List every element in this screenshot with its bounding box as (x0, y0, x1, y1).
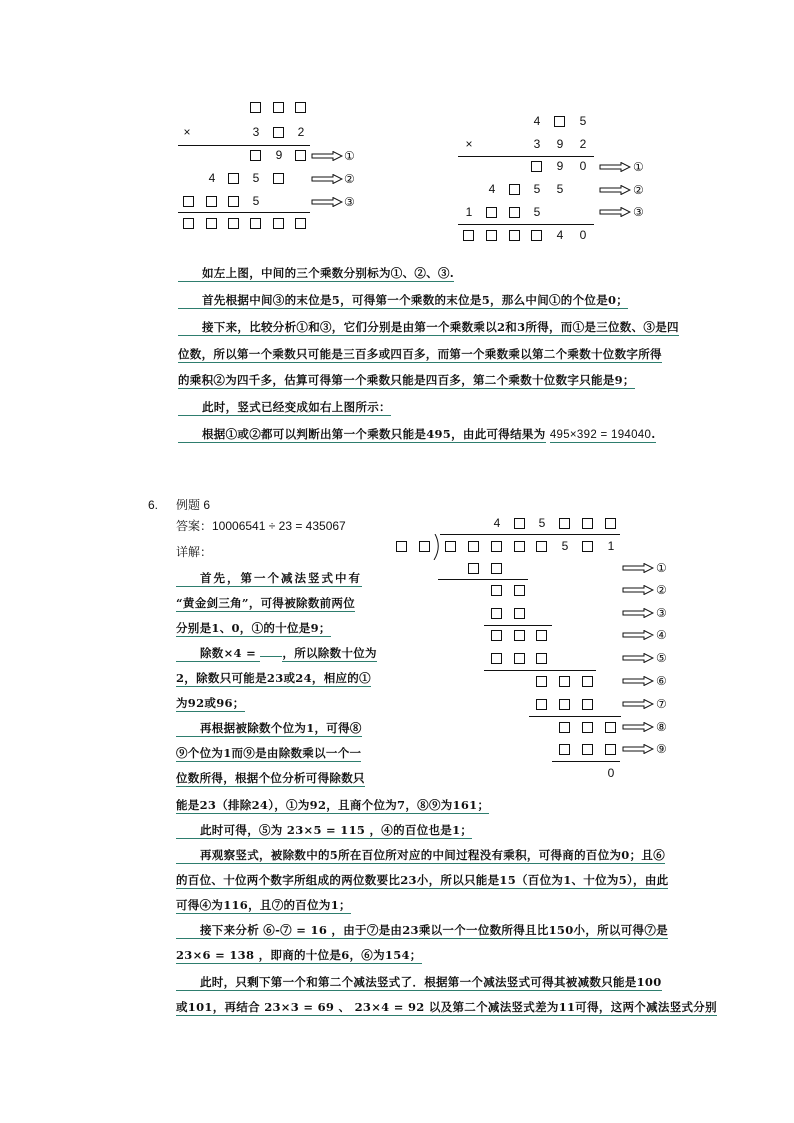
digit-box (419, 541, 430, 552)
digit-box (531, 230, 542, 241)
arrow-icon (311, 197, 343, 207)
label-1: ① (633, 160, 644, 174)
result-formula: 495×392 = 194040 (549, 429, 652, 441)
times-sign: × (465, 137, 473, 151)
digit-box (582, 541, 593, 552)
label-3: ③ (633, 205, 644, 219)
digit-box (396, 541, 407, 552)
label-9: ⑨ (656, 742, 667, 756)
label-2: ② (344, 172, 355, 186)
digit-box (273, 127, 284, 138)
text-line: 2，除数只可能是23或24，相应的① (176, 671, 371, 685)
digit: 5 (556, 182, 564, 196)
label-1: ① (656, 561, 667, 575)
example-number: 6. (148, 498, 159, 512)
digit-box (183, 218, 194, 229)
arrow-icon (599, 207, 631, 217)
arrow-icon (622, 744, 654, 754)
text-line: 分别是1、0，①的十位是9； (176, 621, 331, 635)
digit-box (250, 218, 261, 229)
text-line: 如左上图，中间的三个乘数分别标为①、②、③. (178, 266, 454, 282)
text-line: 除数×4 = (176, 646, 260, 662)
label-2: ② (656, 583, 667, 597)
arrow-icon (622, 722, 654, 732)
digit-box (228, 218, 239, 229)
digit: 5 (533, 182, 541, 196)
digit-box (491, 653, 502, 664)
rule-line (484, 670, 596, 671)
digit: 3 (533, 137, 541, 151)
digit-box (582, 676, 593, 687)
digit-box (605, 518, 616, 529)
digit-box (536, 630, 547, 641)
text-line: 或101，再结合 23×3 = 69 、 23×4 = 92 以及第二个减法竖式差为11可得，这两个减法竖式分别 (176, 1000, 717, 1014)
digit-box (491, 608, 502, 619)
digit: 9 (556, 159, 564, 173)
label-3: ③ (344, 195, 355, 209)
times-sign: × (183, 125, 191, 139)
digit-box (468, 541, 479, 552)
text-line: 再根据被除数个位为1，可得⑧ (176, 721, 362, 737)
digit-box (582, 744, 593, 755)
digit-box (514, 608, 525, 619)
digit: 9 (275, 148, 283, 162)
rule-line (484, 625, 552, 626)
text-line: 的百位、十位两个数字所组成的两位数要比23小，所以只能是15（百位为1、十位为5），由此 (176, 873, 669, 887)
digit-box (559, 744, 570, 755)
label-6: ⑥ (656, 674, 667, 688)
digit-box (514, 630, 525, 641)
example-title: 例题 6 (176, 498, 211, 512)
digit: 5 (252, 194, 260, 208)
text-line: 23×6 = 138 ，即商的十位是6，⑥为154； (176, 948, 422, 962)
text-line: 为92或96； (176, 696, 245, 710)
text-line: 首先，第一个减法竖式中有 (176, 571, 362, 587)
digit-box (491, 630, 502, 641)
digit-box (559, 676, 570, 687)
rule-line (552, 761, 620, 762)
text-line: ，所以除数十位为 (282, 646, 377, 660)
digit: 0 (579, 228, 587, 242)
digit-box (514, 653, 525, 664)
text-line: 的乘积②为四千多，估算可得第一个乘数只能是四百多，第二个乘数十位数字只能是9； (178, 373, 635, 387)
digit: 4 (556, 228, 564, 242)
digit-box (295, 218, 306, 229)
digit-box (491, 585, 502, 596)
digit-box (491, 563, 502, 574)
text-line: . (651, 427, 656, 441)
digit-box (509, 184, 520, 195)
digit: 0 (579, 159, 587, 173)
digit-box (273, 102, 284, 113)
text-line: “黄金剑三角”，可得被除数前两位 (176, 596, 356, 610)
digit-box (536, 541, 547, 552)
digit-box (250, 102, 261, 113)
digit: 4 (493, 516, 501, 530)
digit-box (228, 196, 239, 207)
text-line: 接下来，比较分析①和③，它们分别是由第一个乘数乘以2和3所得，而①是三位数、③是四 (178, 320, 679, 336)
label-3: ③ (656, 606, 667, 620)
text-line: 此时，只剩下第一个和第二个减法竖式了．根据第一个减法竖式可得其被减数只能是100 (176, 975, 662, 991)
digit-box (559, 699, 570, 710)
digit-box (183, 196, 194, 207)
digit-box (273, 218, 284, 229)
digit: 5 (533, 205, 541, 219)
remainder-digit: 0 (607, 766, 615, 780)
digit-box (491, 541, 502, 552)
rule-line (178, 212, 310, 213)
arrow-icon (622, 653, 654, 663)
rule-line (529, 716, 621, 717)
digit: 2 (579, 137, 587, 151)
digit-box (509, 230, 520, 241)
arrow-icon (599, 162, 631, 172)
digit-box (206, 196, 217, 207)
digit-box (514, 585, 525, 596)
digit-box (206, 218, 217, 229)
digit-box (582, 699, 593, 710)
digit-box (509, 207, 520, 218)
digit-box (250, 150, 261, 161)
text-line: 接下来分析 ⑥-⑦ = 16 ，由于⑦是由23乘以一个一位数所得且比150小，所以可得⑦是 (176, 923, 668, 939)
answer-line: 答案：10006541 ÷ 23 = 435067 (176, 519, 346, 533)
digit: 2 (297, 125, 305, 139)
text-line: 能是23（排除24），①为92，且商个位为7，⑧⑨为161； (176, 798, 490, 812)
digit-box (554, 116, 565, 127)
arrow-icon (622, 563, 654, 573)
arrow-icon (622, 630, 654, 640)
arrow-icon (622, 699, 654, 709)
digit-box (559, 722, 570, 733)
label-1: ① (344, 149, 355, 163)
digit-box (486, 207, 497, 218)
digit-box (536, 699, 547, 710)
digit-box (582, 518, 593, 529)
text-line: 再观察竖式，被除数中的5所在百位所对应的中间过程没有乘积，可得商的百位为0；且⑥ (176, 848, 665, 864)
digit-box (559, 518, 570, 529)
arrow-icon (622, 676, 654, 686)
text-line: 此时可得，⑤为 23×5 = 115 ，④的百位也是1； (176, 823, 472, 839)
text-line: 可得④为116，且⑦的百位为1； (176, 898, 351, 912)
digit: 5 (252, 171, 260, 185)
digit-box (605, 744, 616, 755)
digit: 4 (533, 114, 541, 128)
digit: 5 (579, 114, 587, 128)
digit: 9 (556, 137, 564, 151)
text-line: 位数，所以第一个乘数只可能是三百多或四百多，而第一个乘数乘以第二个乘数十位数字所得 (178, 347, 662, 361)
digit: 1 (607, 539, 615, 553)
digit-box (228, 173, 239, 184)
digit-box (536, 676, 547, 687)
digit-box (514, 518, 525, 529)
rule-line (178, 145, 310, 146)
digit: 4 (208, 171, 216, 185)
arrow-icon (599, 185, 631, 195)
digit: 4 (488, 182, 496, 196)
digit-box (605, 722, 616, 733)
digit-box (295, 102, 306, 113)
arrow-icon (622, 608, 654, 618)
digit: 3 (252, 125, 260, 139)
label-8: ⑧ (656, 720, 667, 734)
rule-line (438, 579, 528, 580)
digit-box (463, 230, 474, 241)
digit-box (514, 541, 525, 552)
rule-line (458, 224, 594, 225)
digit-box (468, 563, 479, 574)
digit: 5 (561, 539, 569, 553)
digit-box (295, 150, 306, 161)
text-line: 此时，竖式已经变成如右上图所示： (178, 400, 391, 416)
blank-underline (260, 655, 282, 657)
digit-box (536, 653, 547, 664)
rule-line (458, 156, 594, 157)
label-7: ⑦ (656, 697, 667, 711)
digit-box (445, 541, 456, 552)
digit: 5 (538, 516, 546, 530)
label-5: ⑤ (656, 651, 667, 665)
text-line: 根据①或②都可以判断出第一个乘数只能是495，由此可得结果为 (178, 427, 546, 443)
detail-label: 详解： (176, 545, 213, 559)
text-line: 位数所得，根据个位分析可得除数只 (176, 771, 365, 785)
digit-box (531, 161, 542, 172)
digit: 1 (465, 205, 473, 219)
digit-box (582, 722, 593, 733)
division-bracket (433, 534, 443, 560)
digit-box (486, 230, 497, 241)
text-line: 首先根据中间③的末位是5，可得第一个乘数的末位是5，那么中间①的个位是0； (178, 293, 628, 309)
digit-box (273, 173, 284, 184)
text-line: ⑨个位为1而⑨是由除数乘以一个一 (176, 746, 362, 760)
label-2: ② (633, 183, 644, 197)
label-4: ④ (656, 628, 667, 642)
division-bar (440, 534, 620, 535)
arrow-icon (622, 585, 654, 595)
arrow-icon (311, 174, 343, 184)
arrow-icon (311, 151, 343, 161)
